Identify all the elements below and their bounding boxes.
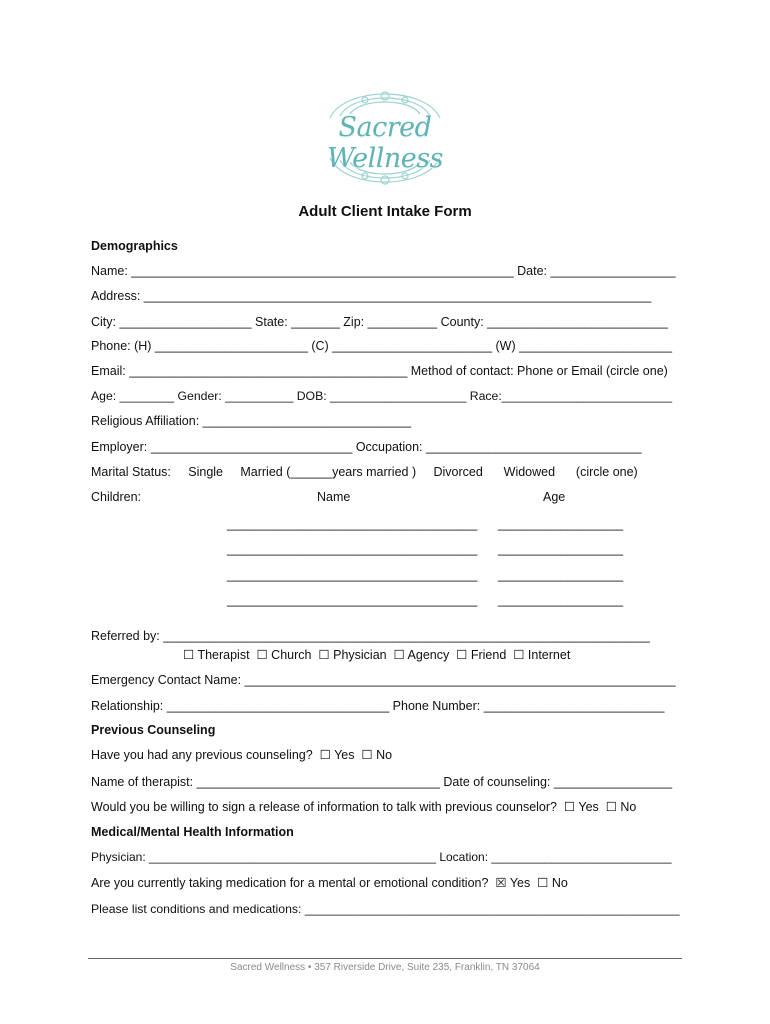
- children-age-header: Age: [543, 490, 566, 504]
- name-date-field[interactable]: Name: _______________________________________________________ Date: __________________: [91, 264, 676, 278]
- email-field[interactable]: Email: ________________________________________ Method of contact: Phone or Email (circle one): [91, 364, 668, 378]
- referred-by-field[interactable]: Referred by: ______________________________________________________________________: [91, 629, 650, 643]
- child-age-field[interactable]: __________________: [498, 593, 624, 607]
- page-title: Adult Client Intake Form: [298, 203, 472, 220]
- section-previous-counseling: Previous Counseling: [91, 723, 216, 737]
- children-name-header: Name: [317, 490, 351, 504]
- child-name-field[interactable]: ____________________________________: [227, 593, 478, 607]
- address-field[interactable]: Address: _________________________________________________________________________: [91, 289, 652, 303]
- footer-address: Sacred Wellness • 357 Riverside Drive, Suite 235, Franklin, TN 37064: [230, 962, 540, 973]
- referral-checkboxes[interactable]: ☐ Therapist ☐ Church ☐ Physician ☐ Agency ☐ Friend ☐ Internet: [183, 648, 571, 662]
- section-demographics: Demographics: [91, 239, 178, 253]
- medication-question[interactable]: Are you currently taking medication for a mental or emotional condition? ☒ Yes ☐ No: [91, 876, 568, 890]
- marital-status-field[interactable]: Marital Status: Single Married (______years married ) Divorced Widowed (circle one): [91, 465, 638, 479]
- footer-divider: [88, 958, 682, 959]
- child-name-field[interactable]: ____________________________________: [227, 568, 478, 582]
- child-age-field[interactable]: __________________: [498, 568, 624, 582]
- sacred-wellness-logo: [290, 88, 480, 188]
- logo-text: Sacred Wellness: [327, 112, 443, 174]
- child-age-field[interactable]: __________________: [498, 517, 624, 531]
- emergency-contact-field[interactable]: Emergency Contact Name: ______________________________________________________________: [91, 673, 676, 687]
- employer-occupation-field[interactable]: Employer: _____________________________ Occupation: _______________________________: [91, 440, 642, 454]
- child-age-field[interactable]: __________________: [498, 542, 624, 556]
- section-medical: Medical/Mental Health Information: [91, 825, 294, 839]
- phone-field[interactable]: Phone: (H) ______________________ (C) _______________________ (W) ______________________: [91, 339, 673, 353]
- city-state-zip-field[interactable]: City: ___________________ State: _______ Zip: __________ County: __________________________: [91, 315, 668, 329]
- release-question[interactable]: Would you be willing to sign a release of information to talk with previous counselor? ☐ Yes ☐ No: [91, 800, 637, 814]
- children-label: Children:: [91, 490, 142, 504]
- child-name-field[interactable]: ____________________________________: [227, 517, 478, 531]
- age-gender-dob-field[interactable]: Age: ________ Gender: __________ DOB: ____________________ Race:_________________________: [91, 389, 673, 403]
- therapist-date-field[interactable]: Name of therapist: ___________________________________ Date of counseling: _________________: [91, 775, 673, 789]
- religious-affiliation-field[interactable]: Religious Affiliation: ______________________________: [91, 414, 412, 428]
- relationship-phone-field[interactable]: Relationship: ________________________________ Phone Number: __________________________: [91, 699, 665, 713]
- physician-location-field[interactable]: Physician: ___________________________________________ Location: ___________________________: [91, 850, 672, 864]
- previous-counseling-question[interactable]: Have you had any previous counseling? ☐ Yes ☐ No: [91, 748, 393, 762]
- child-name-field[interactable]: ____________________________________: [227, 542, 478, 556]
- conditions-field[interactable]: Please list conditions and medications: _______________________________________________________: [91, 902, 680, 916]
